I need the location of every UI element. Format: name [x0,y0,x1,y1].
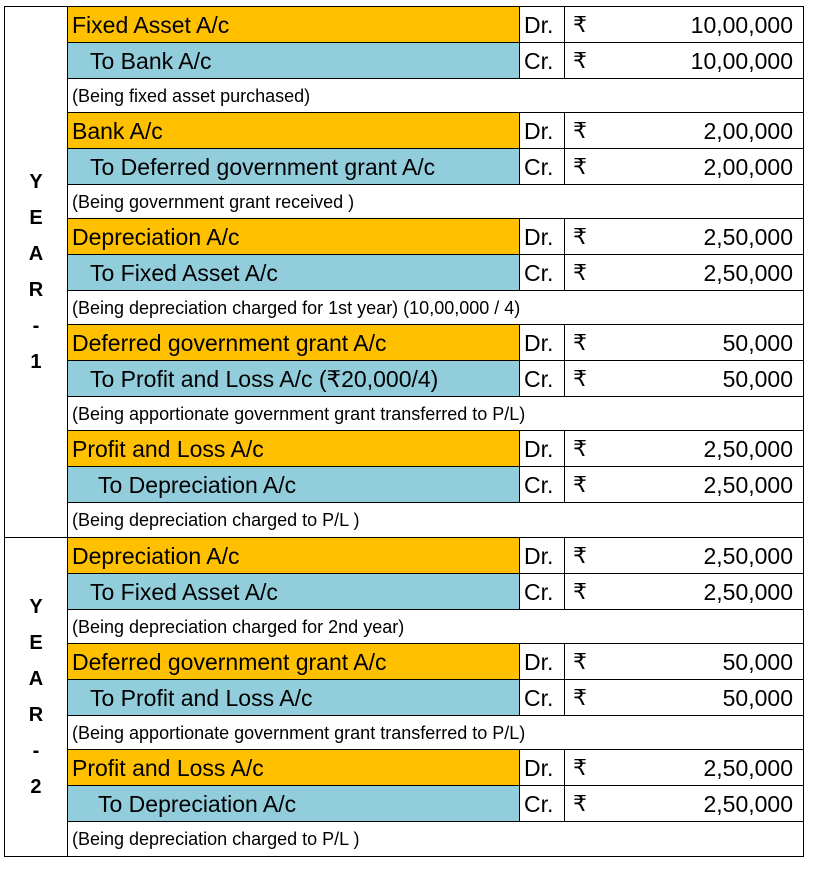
debit-row [68,644,803,680]
credit-account: To Bank A/c [68,43,520,78]
debit-row [68,538,803,574]
credit-account: To Fixed Asset A/c [68,574,520,609]
debit-account: Depreciation A/c [68,219,520,254]
year-letter: R [28,279,44,301]
year-section [4,537,804,857]
narration: (Being depreciation charged for 1st year) (10,00,000 / 4) [68,291,803,325]
debit-account: Profit and Loss A/c [68,431,520,466]
year-letter: R [28,704,44,726]
debit-row [68,219,803,255]
year-letter: E [29,632,43,654]
rupee-icon: ₹ [573,436,587,461]
year-letter: 1 [30,351,42,373]
rupee-icon: ₹ [573,48,587,73]
credit-amount: 10,00,000 [690,48,793,74]
narration: (Being apportionate government grant transferred to P/L) [68,716,803,750]
year-label [5,7,68,537]
credit-amount: 2,00,000 [703,154,793,180]
credit-row [68,43,803,79]
debit-amount: 50,000 [722,330,793,356]
credit-side: Cr. [520,149,565,184]
debit-amount: 50,000 [722,649,793,675]
credit-amount: 2,50,000 [703,791,793,817]
year-letter: 2 [30,776,42,798]
debit-amount: 2,50,000 [703,224,793,250]
credit-side: Cr. [520,361,565,396]
rupee-icon: ₹ [573,330,587,355]
debit-side: Dr. [520,644,565,679]
journal-table [4,6,804,857]
credit-account: To Profit and Loss A/c [68,680,520,715]
rupee-icon: ₹ [573,366,587,391]
credit-account: To Deferred government grant A/c [68,149,520,184]
credit-account: To Depreciation A/c [68,467,520,502]
year-letter: Y [29,171,43,193]
credit-amount: 50,000 [722,366,793,392]
debit-account: Profit and Loss A/c [68,750,520,785]
debit-row [68,7,803,43]
narration: (Being fixed asset purchased) [68,79,803,113]
debit-account: Deferred government grant A/c [68,325,520,360]
year-letter: - [32,315,40,337]
credit-amount: 2,50,000 [703,260,793,286]
rupee-icon: ₹ [573,118,587,143]
debit-side: Dr. [520,431,565,466]
debit-row [68,431,803,467]
year-letter: E [29,207,43,229]
debit-side: Dr. [520,113,565,148]
credit-row [68,574,803,610]
rupee-icon: ₹ [573,472,587,497]
debit-amount: 2,00,000 [703,118,793,144]
year-letter: Y [29,596,43,618]
credit-side: Cr. [520,786,565,821]
debit-account: Fixed Asset A/c [68,7,520,42]
credit-side: Cr. [520,467,565,502]
narration: (Being apportionate government grant transferred to P/L) [68,397,803,431]
credit-row [68,255,803,291]
rupee-icon: ₹ [573,649,587,674]
credit-amount: 2,50,000 [703,579,793,605]
credit-amount: 50,000 [722,685,793,711]
debit-amount: 2,50,000 [703,543,793,569]
debit-row [68,750,803,786]
rupee-icon: ₹ [573,755,587,780]
year-label [5,538,68,856]
debit-amount: 2,50,000 [703,755,793,781]
debit-amount: 2,50,000 [703,436,793,462]
rupee-icon: ₹ [573,543,587,568]
credit-row [68,786,803,822]
narration: (Being depreciation charged to P/L ) [72,510,360,530]
year-letter: A [28,668,44,690]
credit-row [68,467,803,503]
debit-side: Dr. [520,750,565,785]
debit-row [68,325,803,361]
year-letter: A [28,243,44,265]
debit-account: Bank A/c [68,113,520,148]
year-letter: - [32,740,40,762]
debit-account: Deferred government grant A/c [68,644,520,679]
rupee-icon: ₹ [573,224,587,249]
narration: (Being depreciation charged for 2nd year) [68,610,803,644]
credit-side: Cr. [520,255,565,290]
debit-amount: 10,00,000 [690,12,793,38]
narration: (Being depreciation charged to P/L ) [72,829,360,849]
debit-row [68,113,803,149]
debit-side: Dr. [520,325,565,360]
journal-entries [68,538,803,856]
debit-side: Dr. [520,219,565,254]
credit-row [68,680,803,716]
credit-account: To Depreciation A/c [68,786,520,821]
credit-row [68,149,803,185]
rupee-icon: ₹ [573,12,587,37]
credit-side: Cr. [520,680,565,715]
credit-account: To Fixed Asset A/c [68,255,520,290]
rupee-icon: ₹ [573,685,587,710]
rupee-icon: ₹ [573,579,587,604]
debit-side: Dr. [520,7,565,42]
debit-account: Depreciation A/c [68,538,520,573]
narration: (Being government grant received ) [68,185,803,219]
credit-amount: 2,50,000 [703,472,793,498]
rupee-icon: ₹ [573,154,587,179]
year-section [4,6,804,537]
credit-side: Cr. [520,43,565,78]
rupee-icon: ₹ [573,791,587,816]
credit-row [68,361,803,397]
debit-side: Dr. [520,538,565,573]
journal-entries [68,7,803,537]
credit-account: To Profit and Loss A/c (₹20,000/4) [68,361,520,396]
credit-side: Cr. [520,574,565,609]
rupee-icon: ₹ [573,260,587,285]
